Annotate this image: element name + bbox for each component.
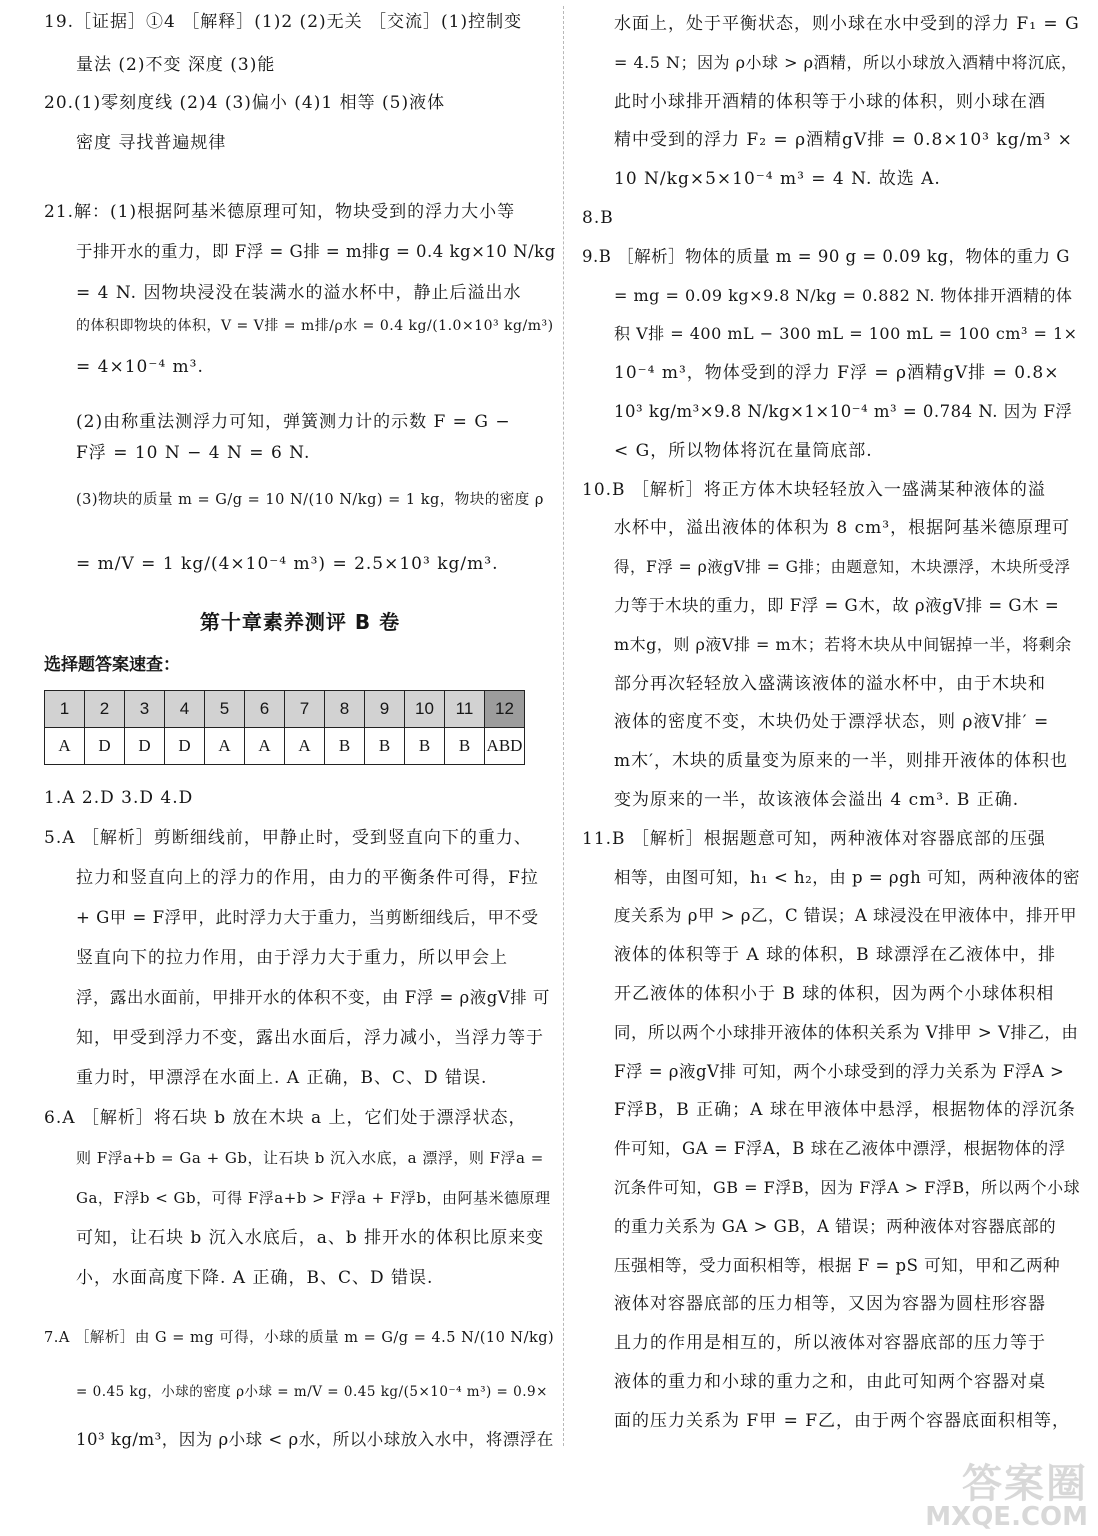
text-line: 开乙液体的体积小于 B 球的体积，因为两个小球体积相: [614, 984, 1055, 1004]
text-line: 10 N/kg×5×10⁻⁴ m³ = 4 N. 故选 A.: [614, 169, 941, 189]
text-line: 浮，露出水面前，甲排开水的体积不变，由 F浮 = ρ液gV排 可: [76, 988, 550, 1007]
text-line: 水杯中，溢出液体的体积为 8 cm³，根据阿基米德原理可: [614, 518, 1071, 538]
answer-cell: D: [125, 728, 165, 765]
quick-check-label: 选择题答案速查：: [44, 655, 180, 675]
text-line: 积 V排 = 400 mL − 300 mL = 100 mL = 100 cm³ = 1×: [614, 324, 1078, 343]
question-number-cell: 4: [165, 691, 205, 728]
text-line: 得，F浮 = ρ液gV排 = G排；由题意知，木块漂浮，木块所受浮: [614, 558, 1071, 576]
text-line: 沉条件可知，GB = F浮B，因为 F浮A > F浮B，所以两个小球: [614, 1178, 1081, 1197]
text-line: 力等于木块的重力，即 F浮 = G木，故 ρ液gV排 = G木 =: [614, 596, 1060, 615]
text-line: = 4×10⁻⁴ m³.: [76, 357, 204, 377]
text-line: F浮B，B 正确；A 球在甲液体中悬浮，根据物体的浮沉条: [614, 1100, 1076, 1120]
text-line: = m/V = 1 kg/(4×10⁻⁴ m³) = 2.5×10³ kg/m³.: [76, 554, 499, 574]
text-line: 7.A ［解析］由 G = mg 可得，小球的质量 m = G/g = 4.5 N/(10 N/kg): [44, 1330, 555, 1346]
text-line: = 0.45 kg，小球的密度 ρ小球 = m/V = 0.45 kg/(5×10⁻⁴ m³) = 0.9×: [76, 1384, 548, 1400]
text-line: 压强相等，受力面积相等，根据 F = pS 可知，甲和乙两种: [614, 1256, 1061, 1275]
section-title: 第十章素养测评 B 卷: [199, 610, 401, 634]
watermark-logo: [925, 1461, 1088, 1532]
watermark-text-bottom: MXQE.COM: [925, 1502, 1088, 1532]
column-divider: [563, 6, 564, 1446]
answer-cell: A: [245, 728, 285, 765]
text-line: 9.B ［解析］物体的质量 m = 90 g = 0.09 kg，物体的重力 G: [582, 247, 1070, 266]
text-line: 密度 寻找普遍规律: [76, 133, 227, 153]
text-line: 10³ kg/m³×9.8 N/kg×1×10⁻⁴ m³ = 0.784 N. 因为 F浮: [614, 402, 1073, 421]
text-line: 且力的作用是相互的，所以液体对容器底部的压力等于: [614, 1333, 1046, 1353]
answer-table: [44, 690, 525, 765]
watermark-text-top: 答案圈: [962, 1461, 1088, 1507]
answer-cell: D: [85, 728, 125, 765]
text-line: 则 F浮a+b = Ga + Gb，让石块 b 沉入水底，a 漂浮，则 F浮a =: [76, 1149, 544, 1167]
text-line: 变为原来的一半，故该液体会溢出 4 cm³. B 正确.: [614, 790, 1020, 810]
text-line: 11.B ［解析］根据题意可知，两种液体对容器底部的压强: [582, 829, 1046, 849]
text-line: 面的压力关系为 F甲 = F乙，由于两个容器底面积相等，: [614, 1411, 1071, 1431]
text-line: 5.A ［解析］剪断细线前，甲静止时，受到竖直向下的重力、: [44, 828, 532, 848]
question-number-cell: 10: [405, 691, 445, 728]
text-line: 20.(1)零刻度线 (2)4 (3)偏小 (4)1 相等 (5)液体: [44, 93, 446, 113]
text-line: 竖直向下的拉力作用，由于浮力大于重力，所以甲会上: [76, 948, 508, 968]
text-line: 知，甲受到浮力不变，露出水面后，浮力减小，当浮力等于: [76, 1028, 544, 1048]
text-line: 8.B: [582, 208, 614, 228]
text-line: 10⁻⁴ m³，物体受到的浮力 F浮 = ρ酒精gV排 = 0.8×: [614, 363, 1060, 383]
text-line: 拉力和竖直向上的浮力的作用，由力的平衡条件可得，F拉: [76, 868, 539, 888]
answer-cell: D: [165, 728, 205, 765]
text-line: 重力时，甲漂浮在水面上. A 正确，B、C、D 错误.: [76, 1068, 488, 1088]
text-line: 液体的密度不变，木块仍处于漂浮状态，则 ρ液V排′ =: [614, 712, 1050, 732]
answer-cell: B: [405, 728, 445, 765]
text-line: 同，所以两个小球排开液体的体积关系为 V排甲 > V排乙，由: [614, 1023, 1079, 1042]
question-number-cell: 2: [85, 691, 125, 728]
question-number-cell: 8: [325, 691, 365, 728]
text-line: = mg = 0.09 kg×9.8 N/kg = 0.882 N. 物体排开酒精的体: [614, 286, 1073, 305]
answer-table-header-row: [45, 691, 525, 728]
answer-cell: B: [365, 728, 405, 765]
text-line: 精中受到的浮力 F₂ = ρ酒精gV排 = 0.8×10³ kg/m³ ×: [614, 130, 1073, 150]
text-line: 10.B ［解析］将正方体木块轻轻放入一盛满某种液体的溢: [582, 480, 1046, 500]
text-line: Ga，F浮b < Gb，可得 F浮a+b > F浮a + F浮b，由阿基米德原理: [76, 1189, 551, 1207]
text-line: F浮 = ρ液gV排 可知，两个小球受到的浮力关系为 F浮A >: [614, 1062, 1065, 1081]
text-line: m木′，木块的质量变为原来的一半，则排开液体的体积也: [614, 751, 1068, 771]
text-line: 件可知，GA = F浮A，B 球在乙液体中漂浮，根据物体的浮: [614, 1139, 1066, 1158]
text-line: + G甲 = F浮甲，此时浮力大于重力，当剪断细线后，甲不受: [76, 908, 539, 927]
text-line: 液体对容器底部的压力相等，又因为容器为圆柱形容器: [614, 1294, 1046, 1314]
text-line: F浮 = 10 N − 4 N = 6 N.: [76, 443, 311, 463]
text-line: 部分再次轻轻放入盛满该液体的溢水杯中，由于木块和: [614, 674, 1046, 694]
answer-cell: A: [285, 728, 325, 765]
text-line: 于排开水的重力，即 F浮 = G排 = m排g = 0.4 kg×10 N/kg: [76, 242, 556, 261]
question-number-cell: 5: [205, 691, 245, 728]
text-line: 量法 (2)不变 深度 (3)能: [76, 55, 276, 75]
answer-table-answer-row: [45, 728, 525, 765]
text-line: 21.解：(1)根据阿基米德原理可知，物块受到的浮力大小等: [44, 202, 516, 222]
text-line: 19.［证据］①4 ［解释］(1)2 (2)无关 ［交流］(1)控制变: [44, 12, 523, 32]
text-line: 水面上，处于平衡状态，则小球在水中受到的浮力 F₁ = G: [614, 14, 1080, 34]
question-number-cell: 3: [125, 691, 165, 728]
question-number-cell: 7: [285, 691, 325, 728]
text-line: (2)由称重法测浮力可知，弹簧测力计的示数 F = G −: [76, 412, 511, 432]
answer-cell: B: [325, 728, 365, 765]
question-number-cell: 9: [365, 691, 405, 728]
question-number-cell: 11: [445, 691, 485, 728]
answer-cell: A: [205, 728, 245, 765]
answer-cell: ABD: [485, 728, 525, 765]
question-number-cell: 12: [485, 691, 525, 728]
answer-cell: A: [45, 728, 85, 765]
text-line: 10³ kg/m³，因为 ρ小球 < ρ水，所以小球放入水中，将漂浮在: [76, 1430, 554, 1449]
text-line: m木g，则 ρ液V排 = m木；若将木块从中间锯掉一半，将剩余: [614, 635, 1072, 654]
question-number-cell: 1: [45, 691, 85, 728]
question-number-cell: 6: [245, 691, 285, 728]
text-line: 1.A 2.D 3.D 4.D: [44, 788, 194, 808]
text-line: 度关系为 ρ甲 > ρ乙，C 错误；A 球浸没在甲液体中，排开甲: [614, 906, 1077, 925]
text-line: 液体的体积等于 A 球的体积，B 球漂浮在乙液体中，排: [614, 945, 1056, 965]
text-line: = 4.5 N；因为 ρ小球 > ρ酒精，所以小球放入酒精中将沉底，: [614, 53, 1078, 72]
text-line: 液体的重力和小球的重力之和，由此可知两个容器对桌: [614, 1372, 1046, 1392]
text-line: 6.A ［解析］将石块 b 放在木块 a 上，它们处于漂浮状态，: [44, 1108, 527, 1128]
text-line: < G，所以物体将沉在量筒底部.: [614, 441, 873, 461]
text-line: (3)物块的质量 m = G/g = 10 N/(10 N/kg) = 1 kg，物块的密度 ρ: [76, 492, 544, 508]
text-line: 相等，由图可知，h₁ < h₂，由 p = ρgh 可知，两种液体的密: [614, 868, 1081, 887]
text-line: 的体积即物块的体积，V = V排 = m排/ρ水 = 0.4 kg/(1.0×10³ kg/m³): [76, 318, 554, 334]
text-line: = 4 N. 因物块浸没在装满水的溢水杯中，静止后溢出水: [76, 283, 522, 303]
text-line: 此时小球排开酒精的体积等于小球的体积，则小球在酒: [614, 92, 1046, 112]
text-line: 可知，让石块 b 沉入水底后，a、b 排开水的体积比原来变: [76, 1228, 545, 1248]
text-line: 的重力关系为 GA > GB，A 错误；两种液体对容器底部的: [614, 1217, 1057, 1236]
text-line: 小，水面高度下降. A 正确，B、C、D 错误.: [76, 1268, 434, 1288]
answer-cell: B: [445, 728, 485, 765]
